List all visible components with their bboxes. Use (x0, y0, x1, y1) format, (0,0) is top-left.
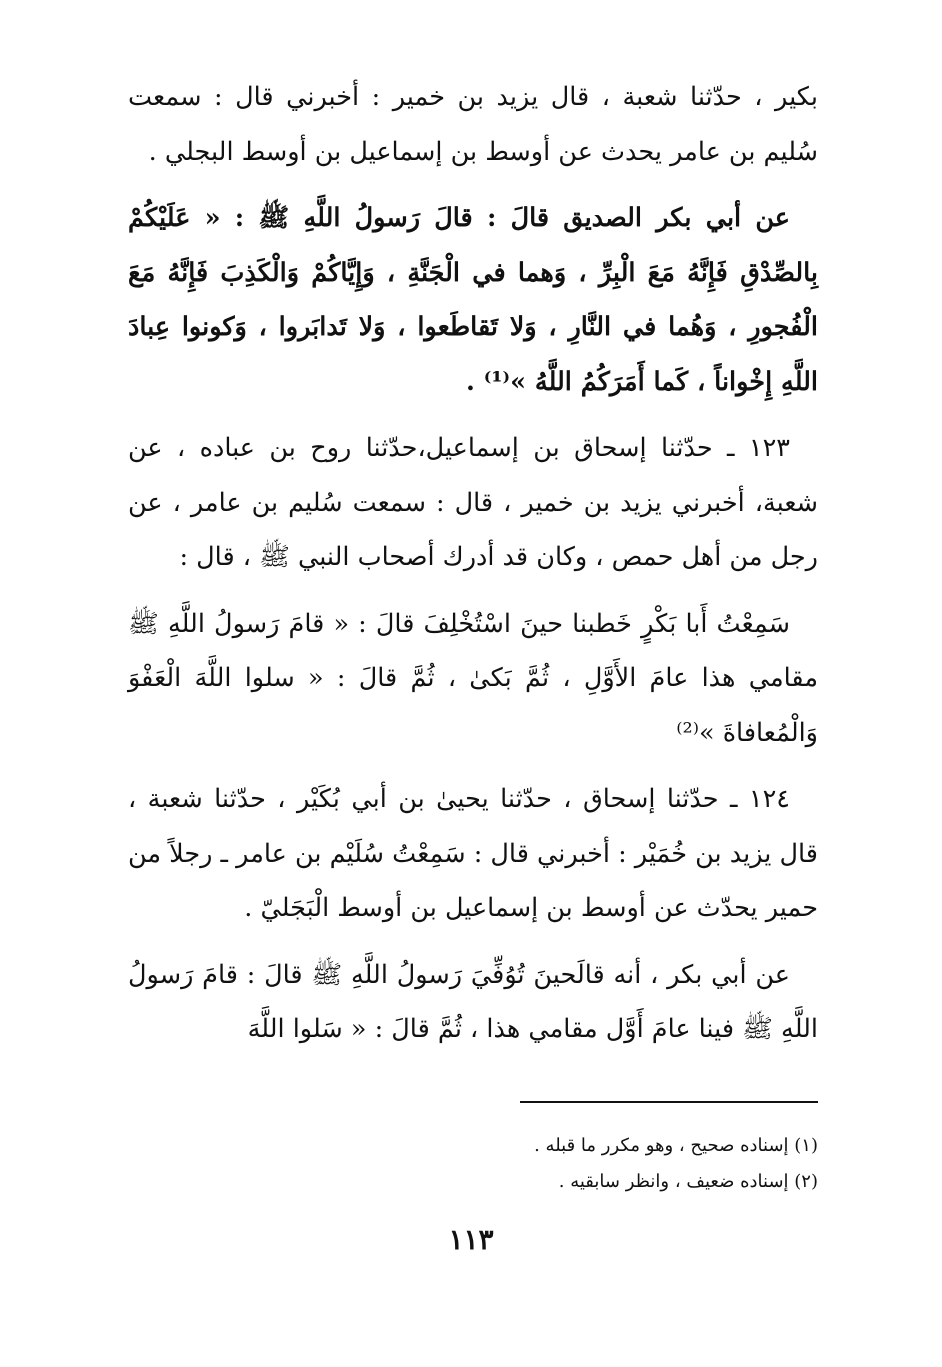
paragraph-isnad-1: بكير ، حدّثنا شعبة ، قال يزيد بن خمير : أخبرني قال : سمعت سُليم بن عامر يحدث عن أوسط بن إسماعيل بن أوسط البجلي . (128, 82, 818, 167)
footnotes (420, 1128, 818, 1200)
paragraph-hadith-123: سَمِعْتُ أَبا بَكْرٍ خَطبنا حينَ اسْتُخْلِفَ قالَ : « قامَ رَسولُ اللَّهِ ﷺ مقامي هذا عامَ الأَوَّلِ ، ثُمَّ بَكىٰ ، ثُمَّ قالَ : « سلوا اللَّهَ الْعَفْوَ وَالْمُعافاةَ »⁽²⁾ (128, 608, 818, 748)
footnote-2: (٢) إسناده ضعيف ، وانظر سابقيه . (558, 1171, 818, 1192)
paragraph-isnad-123: ١٢٣ ـ حدّثنا إسحاق بن إسماعيل،حدّثنا روح بن عباده ، عن شعبة، أخبرني يزيد بن خمير ، قال : سمعت سُليم بن عامر ، عن رجل من أهل حمص ، وكان قد أدرك أصحاب النبي ﷺ ، قال : (128, 433, 818, 572)
footnote-divider (520, 1101, 818, 1103)
paragraph-isnad-124: ١٢٤ ـ حدّثنا إسحاق ، حدّثنا يحيىٰ بن أبي بُكَيْر ، حدّثنا شعبة ، قال يزيد بن خُمَيْر : أخبرني قال : سَمِعْتُ سُلَيْم بن عامر ـ رجلاً من حمير يحدّث عن أوسط بن إسماعيل بن أوسط الْبَجَليّ . (127, 784, 818, 923)
paragraph-hadith-1: عن أبي بكر الصديق قالَ : قالَ رَسولُ اللَّهِ ﷺ : « عَلَيْكُمْ بِالصِّدْقِ فَإِنَّهُ مَعَ الْبِرِّ ، وَهما في الْجَنَّةِ ، وَإِيَّاكُمْ وَالْكَذِبَ فَإِنَّهُ مَعَ الْفُجورِ ، وَهُما في النَّارِ ، وَلا تَقاطَعوا ، وَلا تَدابَروا ، وَكونوا عِبادَ اللَّهِ إِخْواناً ، كَما أَمَرَكُمُ اللَّهُ »⁽¹⁾ . (128, 203, 818, 397)
page-number: ١١٣ (448, 1223, 494, 1256)
footnote-1: (١) إسناده صحيح ، وهو مكرر ما قبله . (534, 1135, 818, 1156)
paragraph-hadith-124: عن أبي بكر ، أنه قالَحينَ تُوُفِّيَ رَسولُ اللَّهِ ﷺ قالَ : قامَ رَسولُ اللَّهِ ﷺ فينا عامَ أَوَّل مقامي هذا ، ثُمَّ قالَ : « سَلوا اللَّهَ (128, 959, 818, 1044)
main-text (128, 70, 818, 1057)
